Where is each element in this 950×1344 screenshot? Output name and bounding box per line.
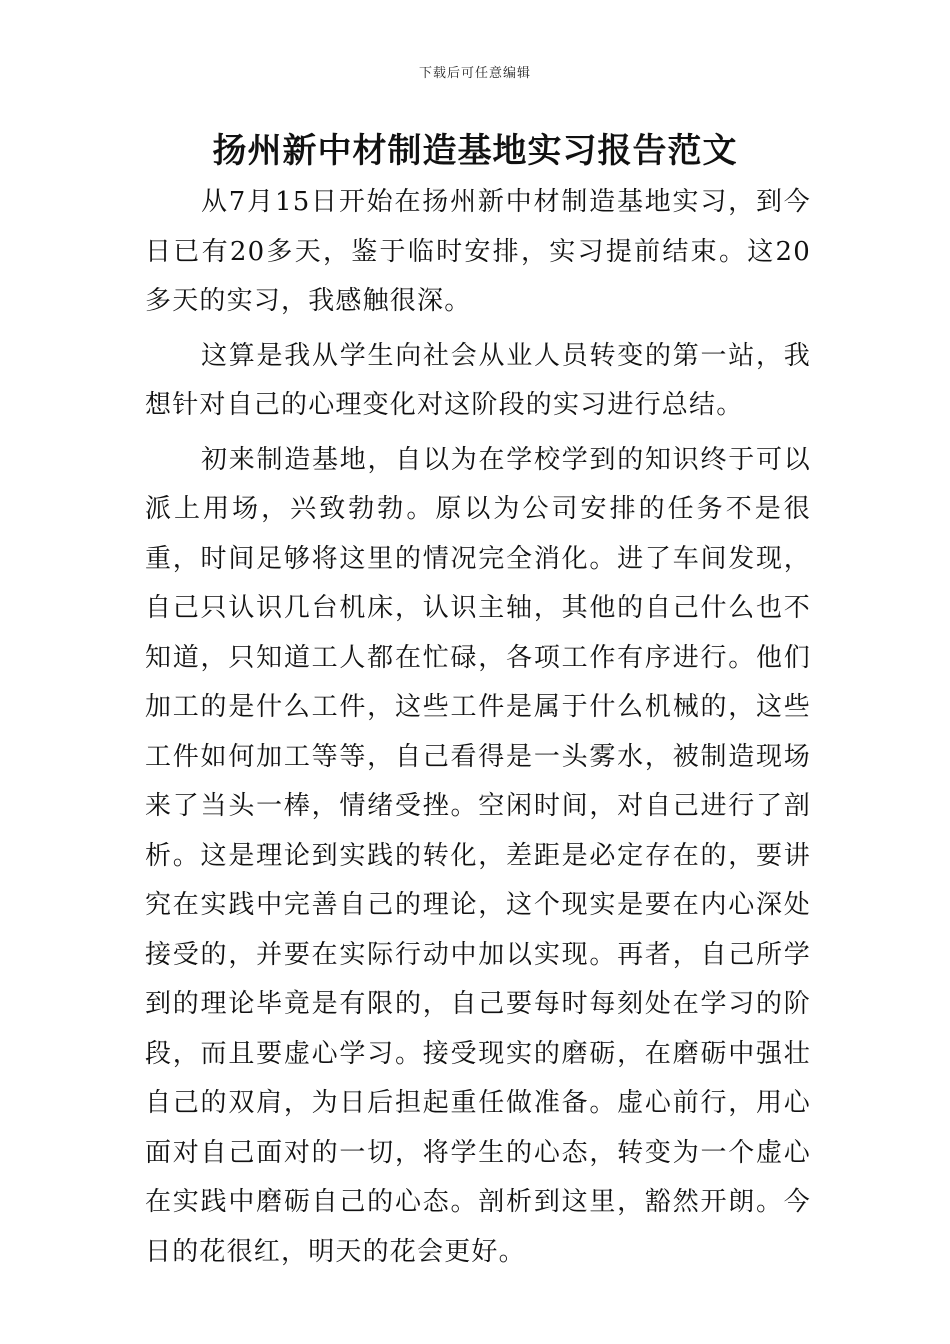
- paragraph-reflection: 初来制造基地，自以为在学校学到的知识终于可以派上用场，兴致勃勃。原以为公司安排的任务不是很重，时间足够将这里的情况完全消化。进了车间发现，自己只认识几台机床，认识主轴，其他的自己什么也不知道，只知道工人都在忙碌，各项工作有序进行。他们加工的是什么工件，这些工件是属于什么机械的，这些工件如何加工等等，自己看得是一头雾水，被制造现场来了当头一棒，情绪受挫。空闲时间，对自己进行了剖析。这是理论到实践的转化，差距是必定存在的，要讲究在实践中完善自己的理论，这个现实是要在内心深处接受的，并要在实际行动中加以实现。再者，自己所学到的理论毕竟是有限的，自己要每时每刻处在学习的阶段，而且要虚心学习。接受现实的磨砺，在磨砺中强壮自己的双肩，为日后担起重任做准备。虚心前行，用心面对自己面对的一切，将学生的心态，转变为一个虚心在实践中磨砺自己的心态。剖析到这里，豁然开朗。今日的花很红，明天的花会更好。: [145, 444, 811, 1267]
- header-note: 下载后可任意编辑: [418, 66, 531, 81]
- paragraph-intro: 从7月15日开始在扬州新中材制造基地实习，到今日已有20多天，鉴于临时安排，实习提前结束。这20多天的实习，我感触很深。: [145, 187, 811, 316]
- paragraph-first-stop: 这算是我从学生向社会从业人员转变的第一站，我想针对自己的心理变化对这阶段的实习进行总结。: [145, 340, 811, 420]
- document-body: [145, 178, 811, 1282]
- document-title: 扬州新中材制造基地实习报告范文: [212, 131, 738, 171]
